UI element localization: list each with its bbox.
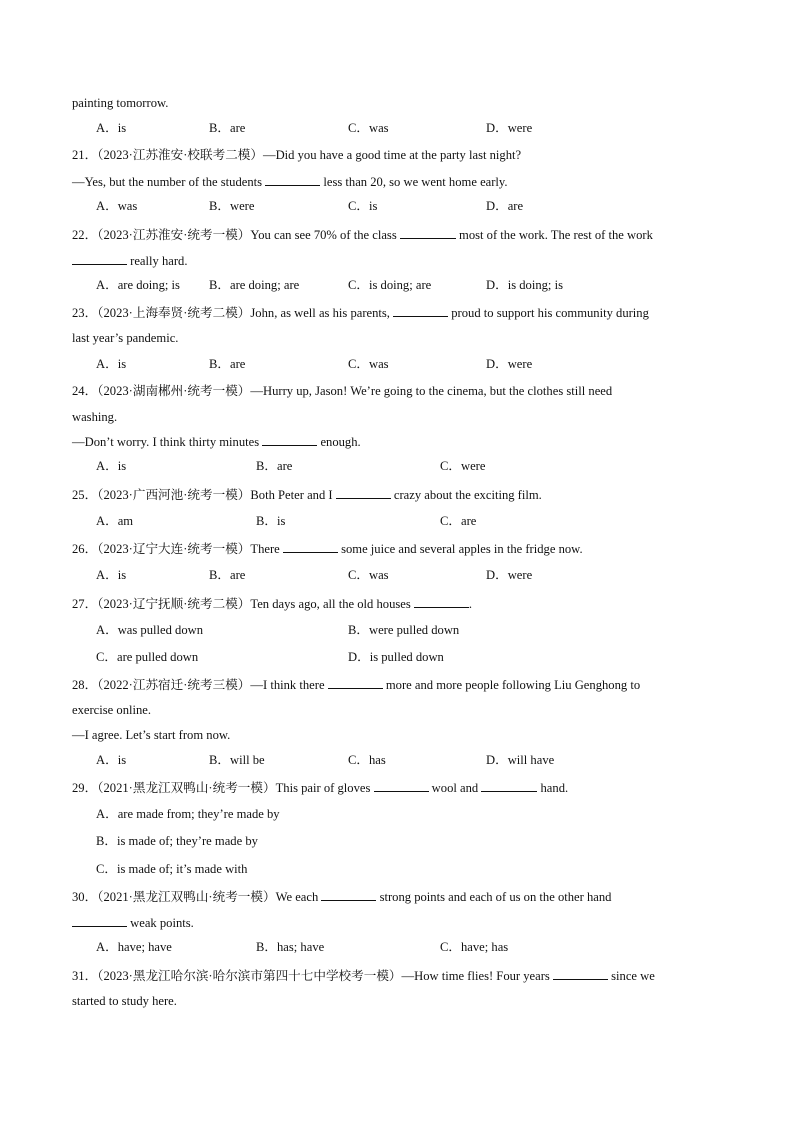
answer-blank bbox=[374, 779, 429, 792]
answer-blank bbox=[328, 676, 383, 689]
q20-option-b: B．are bbox=[209, 121, 246, 135]
q29-option-a: A．are made from; they’re made by bbox=[96, 807, 280, 821]
answer-blank bbox=[262, 433, 317, 446]
q28-option-c: C．has bbox=[348, 753, 386, 767]
q27-option-b: B．were pulled down bbox=[348, 623, 460, 637]
q23-option-d: D．were bbox=[486, 357, 533, 371]
q24-option-b: B．are bbox=[256, 459, 293, 473]
q25-option-c: C．are bbox=[440, 514, 477, 528]
q27-option-d: D．is pulled down bbox=[348, 650, 444, 664]
q30-option-b: B．has; have bbox=[256, 940, 325, 954]
answer-blank bbox=[265, 173, 320, 186]
question-23-stem: 23．（2023·上海奉贤·统考二模）John, as well as his parents, proud to support his community during bbox=[72, 306, 649, 320]
q26-option-d: D．were bbox=[486, 568, 533, 582]
question-21-stem-line2: —Yes, but the number of the students less than 20, so we went home early. bbox=[72, 175, 508, 189]
question-28-stem-line2: exercise online. bbox=[72, 703, 152, 717]
answer-blank bbox=[553, 967, 608, 980]
question-28-stem: 28．（2022·江苏宿迁·统考三模）—I think there more and more people following Liu Genghong to bbox=[72, 678, 641, 692]
q24-option-a: A．is bbox=[96, 459, 127, 473]
question-27-stem: 27．（2023·辽宁抚顺·统考二模）Ten days ago, all the old houses . bbox=[72, 597, 473, 611]
q20-option-a: A．is bbox=[96, 121, 127, 135]
answer-blank bbox=[400, 226, 456, 239]
answer-blank bbox=[72, 914, 127, 927]
question-31-stem-line2: started to study here. bbox=[72, 994, 177, 1008]
question-30-stem-line2: weak points. bbox=[72, 914, 194, 931]
answer-blank bbox=[481, 779, 537, 792]
q30-option-a: A．have; have bbox=[96, 940, 172, 954]
q27-option-c: C．are pulled down bbox=[96, 650, 199, 664]
q26-option-c: C．was bbox=[348, 568, 389, 582]
q25-option-b: B．is bbox=[256, 514, 286, 528]
q22-option-a: A．are doing; is bbox=[96, 278, 180, 292]
q28-option-d: D．will have bbox=[486, 753, 555, 767]
question-23-stem-line2: last year’s pandemic. bbox=[72, 331, 179, 345]
question-20-continuation: painting tomorrow. bbox=[72, 96, 169, 110]
q21-option-d: D．are bbox=[486, 199, 524, 213]
q28-option-b: B．will be bbox=[209, 753, 265, 767]
q23-option-c: C．was bbox=[348, 357, 389, 371]
answer-blank bbox=[336, 486, 391, 499]
q25-option-a: A．am bbox=[96, 514, 134, 528]
q21-option-a: A．was bbox=[96, 199, 138, 213]
q23-option-a: A．is bbox=[96, 357, 127, 371]
answer-blank bbox=[283, 540, 338, 553]
answer-blank bbox=[321, 888, 376, 901]
question-25-stem: 25．（2023·广西河池·统考一模）Both Peter and I crazy about the exciting film. bbox=[72, 488, 542, 502]
question-29-stem: 29．（2021·黑龙江双鸭山·统考一模）This pair of gloves wool and hand. bbox=[72, 781, 569, 795]
question-24-stem-line3: —Don’t worry. I think thirty minutes enough. bbox=[72, 435, 361, 449]
question-28-stem-line3: —I agree. Let’s start from now. bbox=[72, 728, 231, 742]
q22-option-c: C．is doing; are bbox=[348, 278, 432, 292]
answer-blank bbox=[393, 304, 448, 317]
question-31-stem: 31．（2023·黑龙江哈尔滨·哈尔滨市第四十七中学校考一模）—How time flies! Four years since we bbox=[72, 969, 655, 983]
q28-option-a: A．is bbox=[96, 753, 127, 767]
q29-option-b: B．is made of; they’re made by bbox=[96, 834, 258, 848]
q22-option-d: D．is doing; is bbox=[486, 278, 563, 292]
question-22-stem-line2: really hard. bbox=[72, 252, 188, 269]
q21-option-b: B．were bbox=[209, 199, 255, 213]
q27-option-a: A．was pulled down bbox=[96, 623, 204, 637]
question-22-stem: 22．（2023·江苏淮安·统考一模）You can see 70% of the class most of the work. The rest of the work bbox=[72, 228, 653, 242]
q26-option-b: B．are bbox=[209, 568, 246, 582]
q22-option-b: B．are doing; are bbox=[209, 278, 300, 292]
question-24-stem: 24．（2023·湖南郴州·统考一模）—Hurry up, Jason! We’re going to the cinema, but the clothes still need bbox=[72, 384, 613, 398]
q21-option-c: C．is bbox=[348, 199, 378, 213]
question-30-stem: 30．（2021·黑龙江双鸭山·统考一模）We each strong points and each of us on the other hand bbox=[72, 890, 612, 904]
q23-option-b: B．are bbox=[209, 357, 246, 371]
q29-option-c: C．is made of; it’s made with bbox=[96, 862, 248, 876]
answer-blank bbox=[72, 252, 127, 265]
question-26-stem: 26．（2023·辽宁大连·统考一模）There some juice and several apples in the fridge now. bbox=[72, 542, 583, 556]
q20-option-d: D．were bbox=[486, 121, 533, 135]
answer-blank bbox=[414, 595, 469, 608]
question-21-stem: 21．（2023·江苏淮安·校联考二模）—Did you have a good time at the party last night? bbox=[72, 148, 522, 162]
q26-option-a: A．is bbox=[96, 568, 127, 582]
q24-option-c: C．were bbox=[440, 459, 486, 473]
q20-option-c: C．was bbox=[348, 121, 389, 135]
q30-option-c: C．have; has bbox=[440, 940, 509, 954]
question-24-stem-line2: washing. bbox=[72, 410, 118, 424]
